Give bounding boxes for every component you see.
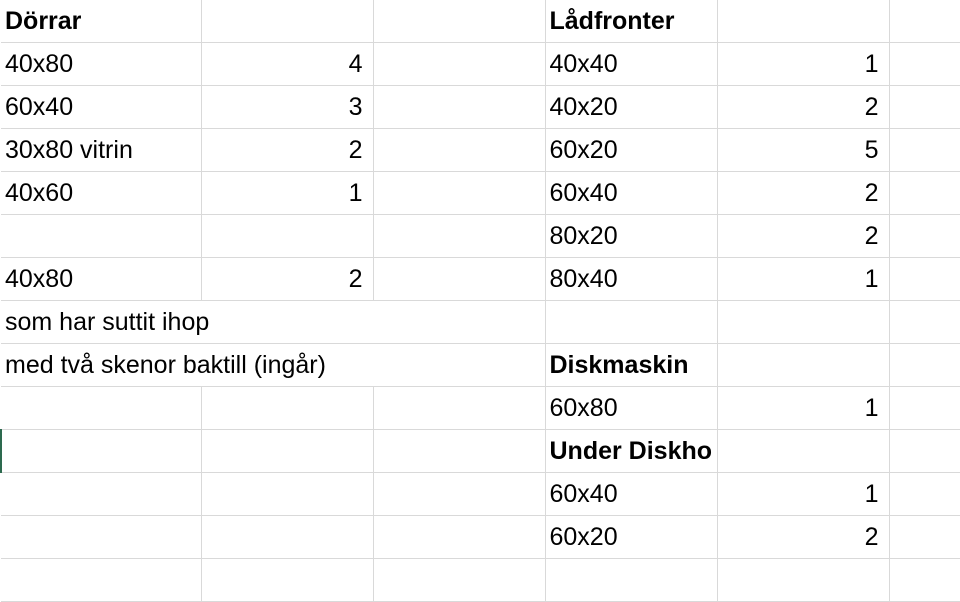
- cell-doors-header[interactable]: Dörrar: [1, 0, 201, 43]
- cell-empty[interactable]: [889, 43, 960, 86]
- cell-empty[interactable]: [201, 430, 373, 473]
- table-row: [1, 387, 960, 430]
- table-row: [1, 516, 960, 559]
- cell-front-size[interactable]: 80x20: [545, 215, 717, 258]
- cell-empty[interactable]: [373, 43, 545, 86]
- cell-empty[interactable]: [201, 387, 373, 430]
- cell-empty[interactable]: [201, 559, 373, 602]
- cell-note-line-2[interactable]: med två skenor baktill (ingår): [1, 344, 373, 387]
- cell-front-size[interactable]: 40x20: [545, 86, 717, 129]
- cell-empty[interactable]: [201, 473, 373, 516]
- table-row: [1, 43, 960, 86]
- cell-selected-empty[interactable]: [1, 430, 201, 473]
- cell-empty[interactable]: [717, 430, 889, 473]
- table-row: [1, 344, 960, 387]
- cell-empty[interactable]: [889, 516, 960, 559]
- cell-empty[interactable]: [889, 344, 960, 387]
- cell-door-size[interactable]: 60x40: [1, 86, 201, 129]
- cell-door-size[interactable]: 40x60: [1, 172, 201, 215]
- cell-empty[interactable]: [889, 215, 960, 258]
- cell-under-sink-header[interactable]: Under Diskho: [545, 430, 717, 473]
- cell-door-qty[interactable]: 3: [201, 86, 373, 129]
- table-row: [1, 172, 960, 215]
- cell-dishwasher-qty[interactable]: 1: [717, 387, 889, 430]
- cell-under-sink-size[interactable]: 60x40: [545, 473, 717, 516]
- cell-empty[interactable]: [373, 258, 545, 301]
- cell-dishwasher-size[interactable]: 60x80: [545, 387, 717, 430]
- cell-empty[interactable]: [889, 387, 960, 430]
- cell-front-qty[interactable]: 5: [717, 129, 889, 172]
- cell-empty[interactable]: [373, 301, 545, 344]
- cell-front-qty[interactable]: 2: [717, 215, 889, 258]
- cell-front-qty[interactable]: 2: [717, 86, 889, 129]
- cell-empty[interactable]: [373, 473, 545, 516]
- cell-under-sink-size[interactable]: 60x20: [545, 516, 717, 559]
- cell-empty[interactable]: [373, 430, 545, 473]
- table-row: [1, 430, 960, 473]
- cell-front-qty[interactable]: 1: [717, 43, 889, 86]
- cell-empty[interactable]: [1, 559, 201, 602]
- cell-empty[interactable]: [889, 86, 960, 129]
- table-row: [1, 86, 960, 129]
- cell-empty[interactable]: [373, 215, 545, 258]
- cell-empty[interactable]: [889, 430, 960, 473]
- table-row: [1, 301, 960, 344]
- cell-door-qty[interactable]: 1: [201, 172, 373, 215]
- cell-front-size[interactable]: 60x40: [545, 172, 717, 215]
- cell-front-size[interactable]: 60x20: [545, 129, 717, 172]
- cell-empty[interactable]: [373, 516, 545, 559]
- cell-door-qty[interactable]: 2: [201, 129, 373, 172]
- table-row: [1, 215, 960, 258]
- cell-door-size[interactable]: 30x80 vitrin: [1, 129, 201, 172]
- cell-under-sink-qty[interactable]: 1: [717, 473, 889, 516]
- cell-empty[interactable]: [545, 559, 717, 602]
- cell-front-size[interactable]: 40x40: [545, 43, 717, 86]
- cell-empty[interactable]: [889, 0, 960, 43]
- cell-empty[interactable]: [717, 559, 889, 602]
- cell-empty[interactable]: [889, 301, 960, 344]
- cell-empty[interactable]: [889, 129, 960, 172]
- cell-empty[interactable]: [1, 387, 201, 430]
- cell-door-qty[interactable]: 2: [201, 258, 373, 301]
- cell-empty[interactable]: [889, 559, 960, 602]
- table-row: [1, 473, 960, 516]
- cell-empty[interactable]: [201, 0, 373, 43]
- cell-empty[interactable]: [717, 0, 889, 43]
- cell-front-qty[interactable]: 2: [717, 172, 889, 215]
- cell-empty[interactable]: [373, 172, 545, 215]
- cell-empty[interactable]: [373, 387, 545, 430]
- cell-empty[interactable]: [1, 473, 201, 516]
- table-row: [1, 0, 960, 43]
- cell-note-line-1[interactable]: som har suttit ihop: [1, 301, 373, 344]
- cell-empty[interactable]: [373, 559, 545, 602]
- cell-empty[interactable]: [373, 0, 545, 43]
- cell-drawer-fronts-header[interactable]: Lådfronter: [545, 0, 717, 43]
- cell-empty[interactable]: [889, 258, 960, 301]
- cell-empty[interactable]: [1, 215, 201, 258]
- cell-door-size[interactable]: 40x80: [1, 43, 201, 86]
- cell-door-qty[interactable]: 4: [201, 43, 373, 86]
- cell-empty[interactable]: [201, 215, 373, 258]
- cell-front-qty[interactable]: 1: [717, 258, 889, 301]
- cell-under-sink-qty[interactable]: 2: [717, 516, 889, 559]
- cell-door-size[interactable]: 40x80: [1, 258, 201, 301]
- cell-empty[interactable]: [889, 172, 960, 215]
- table-row: [1, 129, 960, 172]
- cell-empty[interactable]: [201, 516, 373, 559]
- cell-dishwasher-header[interactable]: Diskmaskin: [545, 344, 717, 387]
- cell-empty[interactable]: [545, 301, 717, 344]
- cell-empty[interactable]: [889, 473, 960, 516]
- table-row: [1, 559, 960, 602]
- cell-empty[interactable]: [373, 86, 545, 129]
- cell-empty[interactable]: [717, 344, 889, 387]
- cell-front-size[interactable]: 80x40: [545, 258, 717, 301]
- cell-empty[interactable]: [373, 129, 545, 172]
- cell-empty[interactable]: [373, 344, 545, 387]
- table-row: [1, 258, 960, 301]
- cell-empty[interactable]: [717, 301, 889, 344]
- cell-empty[interactable]: [1, 516, 201, 559]
